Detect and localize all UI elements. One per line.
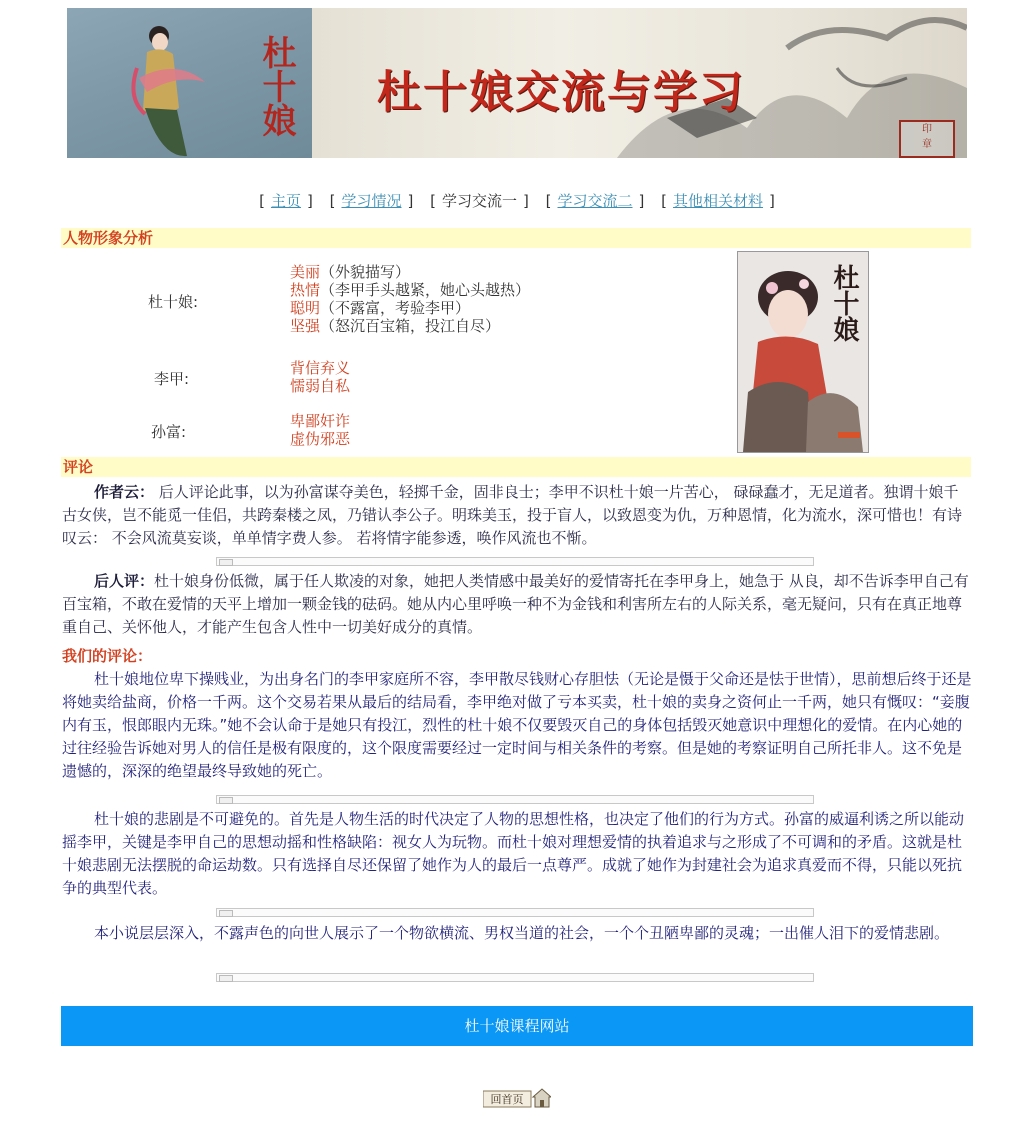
- nav-study-status-link[interactable]: 学习情况: [341, 192, 402, 210]
- character-name-du: 杜十娘:: [148, 293, 199, 311]
- banner-illustration: [67, 8, 312, 158]
- author-comment-paragraph: 作者云： 后人评论此事，以为孙富谋夺美色，轻掷千金，固非良士；李甲不识杜十娘一片苦心， 碌碌蠢才，无足道者。独谓十娘千古女侠，岂不能觅一佳侣，共跨秦楼之凤，乃错认李公子。明珠美玉，投于盲人，以致恩变为仇，万种恩情，化为流水，深可惜也！有诗叹云： 不会风流莫妄谈，单单情字费人参。 若将情字能参透，唤作风流也不惭。: [62, 483, 963, 547]
- character-traits-sun: [290, 412, 350, 448]
- movie-poster: [737, 251, 869, 453]
- site-footer-bar: 杜十娘课程网站: [61, 1006, 973, 1046]
- trait-row: 美丽（外貌描写）: [290, 263, 411, 281]
- divider: [216, 973, 814, 982]
- nav-current-exchange-one: 学习交流一: [441, 192, 517, 210]
- lady-figure-icon: [117, 18, 207, 158]
- nav-home-link[interactable]: 主页: [270, 192, 301, 210]
- character-name-sun: 孙富:: [151, 423, 187, 441]
- home-button-icon: [483, 1085, 551, 1109]
- our-comment-paragraph-1: 杜十娘地位卑下操贱业，为出身名门的李甲家庭所不容，李甲散尽钱财心存胆怯（无论是慑于父命还是怯于世情），思前想后终于还是将她卖给盐商，价格一千两。这个交易若果从最后的结局看，李甲绝对做了亏本买卖，杜十娘的卖身之资何止一千两，她只有慨叹：“妾腹内有玉，恨郎眼内无珠。”她不会认命于是她只有投江，烈性的杜十娘不仅要毁灭自己的身体包括毁灭她意识中理想化的爱情。在内心她的过往经验告诉她对男人的信任是极有限度的，这个限度需要经过一定时间与相关条件的考察。但是她的考察证明自己所托非人。这不免是遗憾的，深深的绝望最终导致她的死亡。: [62, 670, 972, 780]
- trait-row: 卑鄙奸诈: [290, 412, 351, 430]
- banner-vertical-title: 杜十娘: [256, 34, 296, 137]
- section-character-analysis: 人物形象分析: [61, 228, 971, 248]
- character-traits-li: [290, 359, 350, 395]
- trait-row: 懦弱自私: [290, 377, 351, 395]
- banner-title: 杜十娘交流与学习: [377, 67, 745, 118]
- character-traits-du: [290, 263, 530, 335]
- character-name-li: 李甲:: [154, 370, 190, 388]
- trait-row: 背信弃义: [290, 359, 351, 377]
- divider: [216, 557, 814, 566]
- section-comment: 评论: [61, 457, 971, 477]
- trait-row: 虚伪邪恶: [290, 430, 351, 448]
- back-home-button[interactable]: [483, 1085, 551, 1109]
- nav-exchange-two-link[interactable]: 学习交流二: [557, 192, 633, 210]
- our-comment-paragraph-2: 杜十娘的悲剧是不可避免的。首先是人物生活的时代决定了人物的思想性格，也决定了他们的行为方式。孙富的威逼利诱之所以能动摇李甲，关键是李甲自己的思想动摇和性格缺陷：视女人为玩物。而杜十娘对理想爱情的执着追求与之形成了不可调和的矛盾。这就是杜十娘悲剧无法摆脱的命运劫数。只有选择自尽还保留了她作为人的最后一点尊严。成就了她作为封建社会为追求真爱而不得，只能以死抗争的典型代表。: [62, 810, 965, 897]
- home-button-label: 回首页: [490, 1093, 524, 1106]
- trait-row: 坚强（怒沉百宝箱，投江自尽）: [290, 317, 501, 335]
- nav-other-materials-link[interactable]: 其他相关材料: [673, 192, 764, 210]
- our-comment-paragraph-3: 本小说层层深入，不露声色的向世人展示了一个物欲横流、男权当道的社会，一个个丑陋卑鄙的灵魂；一出催人泪下的爱情悲剧。: [94, 924, 950, 942]
- divider: [216, 908, 814, 917]
- poster-title: 杜十娘: [829, 264, 859, 342]
- section-our-comments: 我们的评论：: [62, 647, 153, 665]
- top-navigation: [ 主页 ] [ 学习情况 ] [ 学习交流一 ] [ 学习交流二 ] [ 其他相关材料 ]: [259, 192, 775, 210]
- trait-row: 聪明（不露富，考验李甲）: [290, 299, 471, 317]
- divider: [216, 795, 814, 804]
- header-banner: [67, 8, 967, 158]
- seal-stamp: 印 章: [899, 120, 955, 158]
- later-comment-paragraph: 后人评：杜十娘身份低微，属于任人欺凌的对象，她把人类情感中最美好的爱情寄托在李甲身上，她急于 从良，却不告诉李甲自己有百宝箱，不敢在爱情的天平上增加一颗金钱的砝码。她从内心里呼唤一种不为金钱和利害所左右的人际关系，毫无疑问，只有在真正地尊重自己、关怀他人，才能产生包含人性中一切美好成分的真情。: [62, 572, 969, 636]
- trait-row: 热情（李甲手头越紧，她心头越热）: [290, 281, 531, 299]
